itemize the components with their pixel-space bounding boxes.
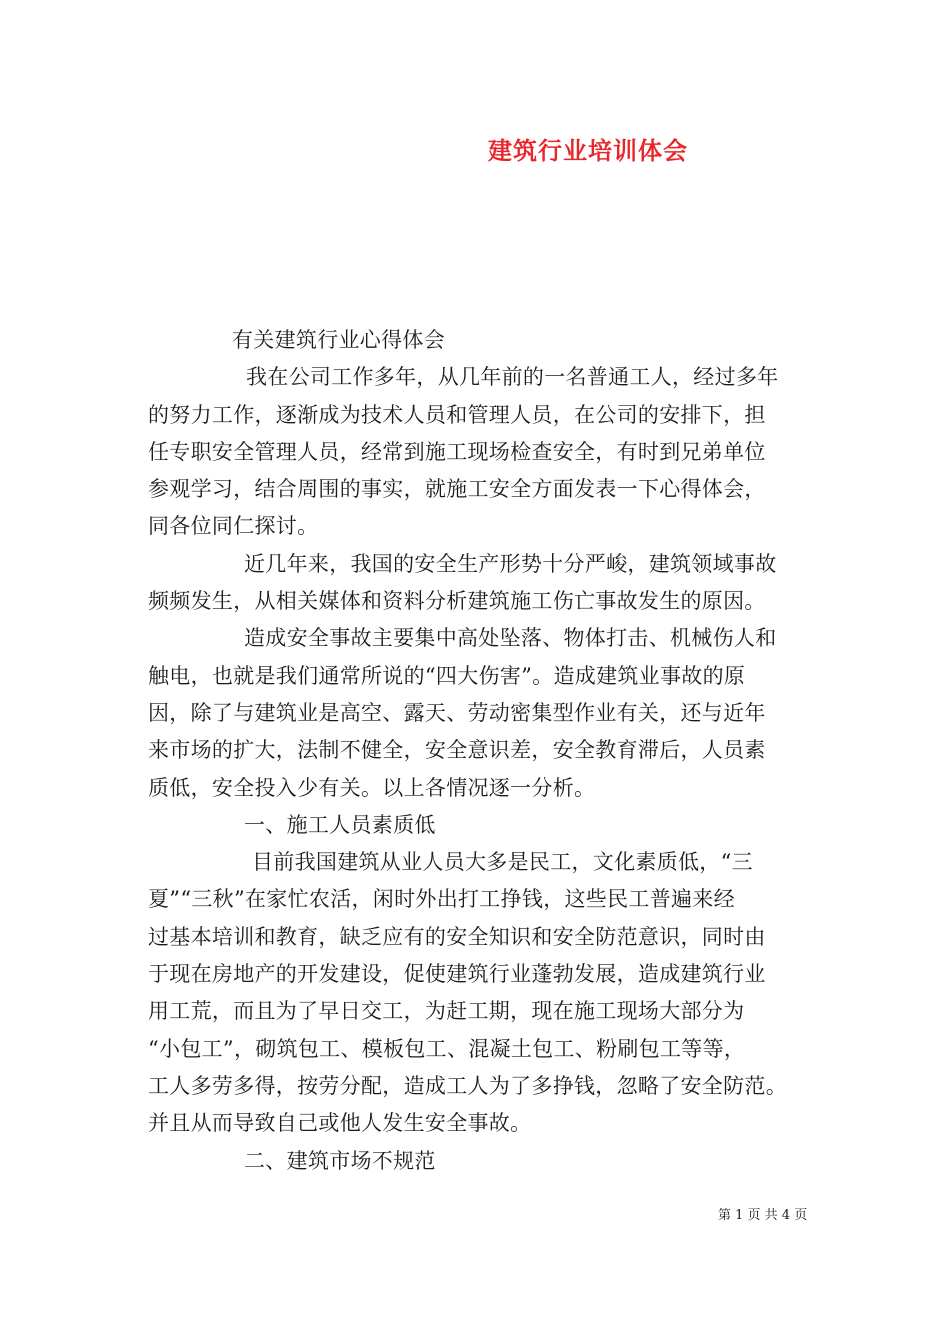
paragraph-line: 并且从而导致自己或他人发生安全事故。 bbox=[148, 1111, 532, 1136]
paragraph-line: 我在公司工作多年，从几年前的一名普通工人，经过多年 bbox=[246, 365, 779, 390]
paragraph-line: 有关建筑行业心得体会 bbox=[232, 328, 445, 352]
paragraph-line: 工人多劳多得，按劳分配，造成工人为了多挣钱，忽略了安全防范。 bbox=[148, 1073, 787, 1098]
paragraph-line: 一、施工人员素质低 bbox=[244, 812, 436, 837]
paragraph-line: “小包工”，砌筑包工、模板包工、混凝土包工、粉刷包工等等， bbox=[148, 1036, 746, 1061]
paragraph-line: 二、建筑市场不规范 bbox=[244, 1148, 436, 1173]
paragraph-line: 参观学习，结合周围的事实，就施工安全方面发表一下心得体会， bbox=[148, 477, 766, 502]
document-body bbox=[148, 322, 820, 1180]
paragraph-line: 过基本培训和教育，缺乏应有的安全知识和安全防范意识，同时由 bbox=[148, 924, 766, 949]
paragraph-line: 的努力工作，逐渐成为技术人员和管理人员，在公司的安排下，担 bbox=[148, 402, 766, 427]
document-title: 建筑行业培训体会 bbox=[488, 136, 688, 165]
paragraph-line: 用工荒，而且为了早日交工，为赶工期，现在施工现场大部分为 bbox=[148, 999, 745, 1024]
paragraph-line: 任专职安全管理人员，经常到施工现场检查安全，有时到兄弟单位 bbox=[148, 439, 766, 464]
paragraph-line: 同各位同仁探讨。 bbox=[148, 514, 319, 539]
paragraph-line: 触电，也就是我们通常所说的“四大伤害”。造成建筑业事故的原 bbox=[148, 663, 746, 688]
paragraph-line: 近几年来，我国的安全生产形势十分严峻，建筑领域事故 bbox=[244, 551, 777, 576]
paragraph-line: 来市场的扩大，法制不健全，安全意识差，安全教育滞后，人员素 bbox=[148, 738, 766, 763]
paragraph-line: 目前我国建筑从业人员大多是民工，文化素质低，“三 bbox=[252, 850, 753, 875]
paragraph-line: 夏”“三秋”在家忙农活，闲时外出打工挣钱，这些民工普遍来经 bbox=[148, 887, 735, 912]
paragraph-line: 频频发生，从相关媒体和资料分析建筑施工伤亡事故发生的原因。 bbox=[148, 589, 766, 614]
paragraph-line: 质低，安全投入少有关。以上各情况逐一分析。 bbox=[148, 775, 596, 800]
paragraph-line: 于现在房地产的开发建设，促使建筑行业蓬勃发展，造成建筑行业 bbox=[148, 962, 766, 987]
paragraph-line: 造成安全事故主要集中高处坠落、物体打击、机械伤人和 bbox=[244, 626, 777, 651]
paragraph-line: 因，除了与建筑业是高空、露天、劳动密集型作业有关，还与近年 bbox=[148, 700, 766, 725]
page-footer: 第 1 页 共 4 页 bbox=[718, 1208, 808, 1223]
